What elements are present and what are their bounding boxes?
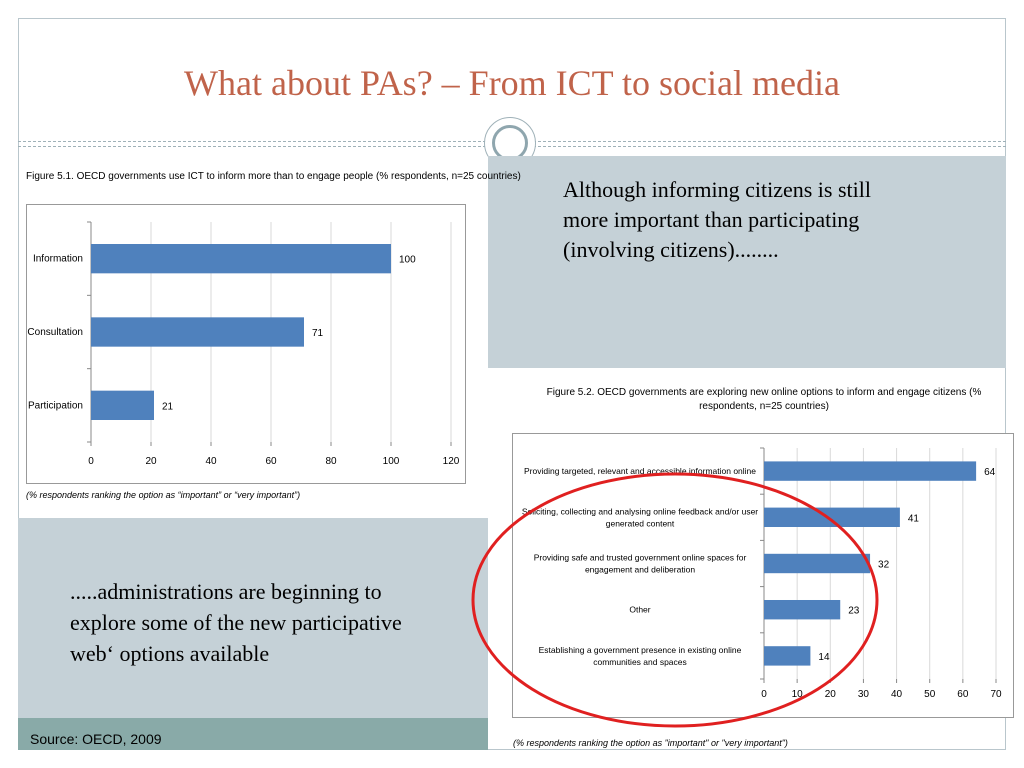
x-tick-label: 30 xyxy=(857,689,869,700)
category-label-3: Participation xyxy=(27,400,83,412)
x-tick-label: 70 xyxy=(990,689,1002,700)
x-tick-label: 100 xyxy=(382,456,400,467)
data-label-4: 23 xyxy=(848,605,860,617)
data-label-1: 100 xyxy=(399,254,416,266)
bar-3 xyxy=(91,391,154,420)
category-label-2: Soliciting, collecting and analysing online feedback and/or user xyxy=(521,506,759,517)
bar-4 xyxy=(764,600,840,619)
category-label-5: Establishing a government presence in existing online xyxy=(538,644,742,655)
category-label-5: communities and spaces xyxy=(593,656,687,667)
category-label-2: generated content xyxy=(605,518,675,529)
category-label-1: Information xyxy=(32,253,83,265)
category-label-4: Other xyxy=(629,604,651,615)
bottom-left-text: .....administrations are beginning to explore some of the new participative web‘ options available xyxy=(70,579,402,666)
bar-2 xyxy=(91,317,304,346)
figure-5-1-title: Figure 5.1. OECD governments use ICT to inform more than to engage people (% respondents, n=25 countries) xyxy=(26,171,521,182)
figure-5-2-note: (% respondents ranking the option as "important" or "very important") xyxy=(513,738,788,748)
bar-1 xyxy=(91,244,391,273)
top-right-text: Although informing citizens is still more important than participating (involving citizens)........ xyxy=(563,177,871,262)
x-tick-label: 120 xyxy=(442,456,460,467)
slide-title: What about PAs? – From ICT to social media xyxy=(184,63,840,103)
data-label-2: 71 xyxy=(312,328,324,339)
x-tick-label: 60 xyxy=(265,456,277,467)
x-tick-label: 80 xyxy=(325,456,337,467)
figure-5-2-title: Figure 5.2. OECD governments are exploring new online options to inform and engage citizens (% respondents, n=25 countries) xyxy=(546,387,982,412)
category-label-1: Providing targeted, relevant and accessible information online xyxy=(524,466,756,477)
x-tick-label: 20 xyxy=(824,689,836,700)
category-label-3: Providing safe and trusted government online spaces for xyxy=(533,552,747,563)
figure-5-1-chart xyxy=(26,204,466,484)
figure-5-1-note: (% respondents ranking the option as “important” or “very important”) xyxy=(26,490,301,500)
category-label-3: engagement and deliberation xyxy=(584,564,696,575)
figure-5-2-chart xyxy=(512,433,1014,718)
bar-5 xyxy=(764,646,810,665)
data-label-3: 21 xyxy=(162,401,174,413)
x-tick-label: 0 xyxy=(761,689,767,700)
category-label-2: Consultation xyxy=(27,327,83,338)
x-tick-label: 40 xyxy=(205,456,217,467)
bar-2 xyxy=(764,508,900,527)
data-label-1: 64 xyxy=(984,467,996,479)
x-tick-label: 10 xyxy=(791,689,803,700)
data-label-5: 14 xyxy=(818,651,830,663)
x-tick-label: 0 xyxy=(88,456,94,467)
x-tick-label: 60 xyxy=(957,689,969,700)
x-tick-label: 20 xyxy=(145,456,157,467)
data-label-3: 32 xyxy=(878,559,890,571)
bar-3 xyxy=(764,554,870,573)
bar-1 xyxy=(764,461,976,480)
data-label-2: 41 xyxy=(907,513,920,525)
x-tick-label: 40 xyxy=(891,689,903,700)
x-tick-label: 50 xyxy=(924,689,936,700)
source-label: Source: OECD, 2009 xyxy=(30,731,162,747)
